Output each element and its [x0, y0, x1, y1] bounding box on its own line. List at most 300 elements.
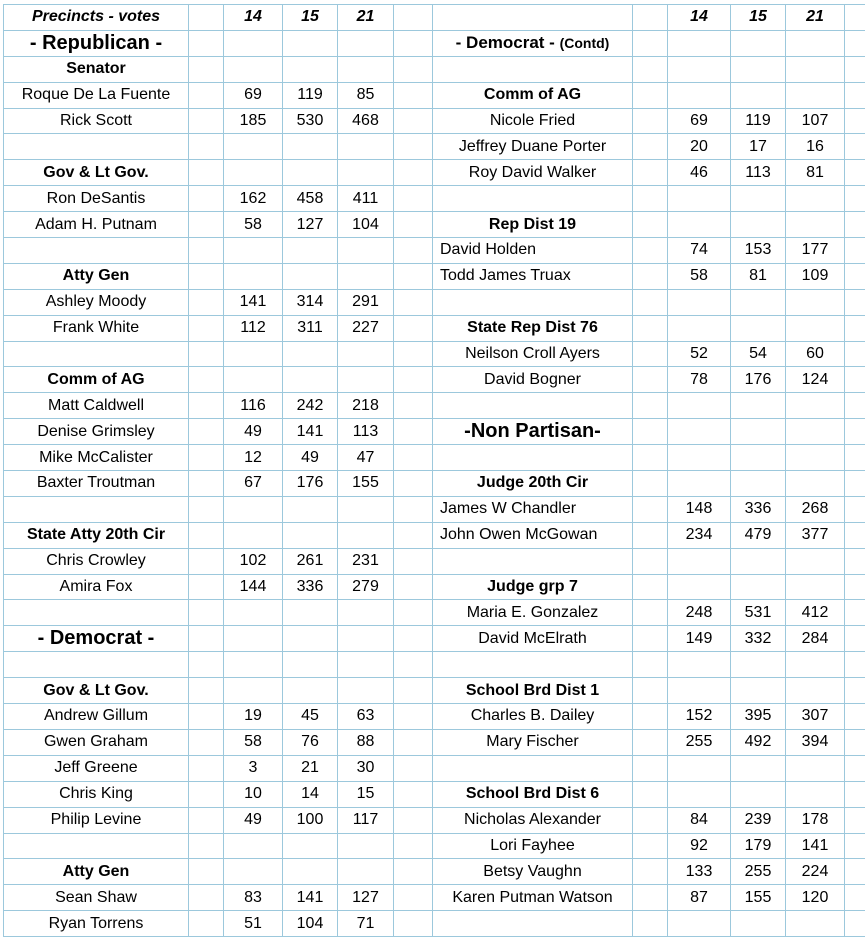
- edge-cell: [845, 807, 865, 833]
- candidate-name-cell: Betsy Vaughn: [433, 859, 633, 885]
- empty-cell: [224, 367, 283, 393]
- spacer-cell: [633, 574, 668, 600]
- table-row: [4, 704, 865, 730]
- spacer-cell: [633, 548, 668, 574]
- vote-count-cell: 239: [731, 807, 786, 833]
- table-row: [4, 911, 865, 937]
- empty-cell: [433, 652, 633, 678]
- separator-cell: [394, 315, 433, 341]
- vote-count-cell: 468: [338, 108, 394, 134]
- empty-cell: [338, 626, 394, 652]
- spacer-cell: [633, 56, 668, 82]
- party-header-subtext: (Contd): [560, 35, 610, 51]
- empty-cell: [283, 134, 338, 160]
- vote-count-cell: 63: [338, 704, 394, 730]
- vote-count-cell: 15: [283, 5, 338, 31]
- candidate-name-cell: Jeff Greene: [4, 755, 189, 781]
- vote-count-cell: 15: [338, 781, 394, 807]
- empty-cell: [338, 859, 394, 885]
- grid-body: [4, 5, 865, 937]
- empty-cell: [786, 548, 845, 574]
- section-header-cell: Judge 20th Cir: [433, 471, 633, 497]
- table-row: [4, 289, 865, 315]
- spacer-cell: [633, 600, 668, 626]
- section-header-cell: State Atty 20th Cir: [4, 522, 189, 548]
- spacer-cell: [633, 704, 668, 730]
- empty-cell: [283, 859, 338, 885]
- spacer-cell: [189, 238, 224, 264]
- vote-count-cell: 141: [283, 885, 338, 911]
- vote-count-cell: 162: [224, 186, 283, 212]
- spacer-cell: [189, 134, 224, 160]
- empty-cell: [433, 755, 633, 781]
- edge-cell: [845, 652, 865, 678]
- table-row: [4, 574, 865, 600]
- section-header-cell: Senator: [4, 56, 189, 82]
- candidate-name-cell: David McElrath: [433, 626, 633, 652]
- empty-cell: [338, 238, 394, 264]
- table-row: [4, 263, 865, 289]
- spacer-cell: [189, 160, 224, 186]
- empty-cell: [786, 186, 845, 212]
- edge-cell: [845, 704, 865, 730]
- empty-cell: [433, 548, 633, 574]
- separator-cell: [394, 212, 433, 238]
- empty-cell: [731, 911, 786, 937]
- candidate-name-cell: Ryan Torrens: [4, 911, 189, 937]
- edge-cell: [845, 781, 865, 807]
- spacer-cell: [189, 56, 224, 82]
- vote-count-cell: 336: [283, 574, 338, 600]
- vote-count-cell: 14: [283, 781, 338, 807]
- empty-cell: [224, 496, 283, 522]
- vote-count-cell: 107: [786, 108, 845, 134]
- vote-count-cell: 311: [283, 315, 338, 341]
- vote-count-cell: 176: [731, 367, 786, 393]
- separator-cell: [394, 367, 433, 393]
- spacer-cell: [189, 186, 224, 212]
- vote-count-cell: 16: [786, 134, 845, 160]
- spacer-cell: [189, 367, 224, 393]
- empty-cell: [786, 82, 845, 108]
- candidate-name-cell: Roy David Walker: [433, 160, 633, 186]
- vote-count-cell: 148: [668, 496, 731, 522]
- edge-cell: [845, 419, 865, 445]
- spacer-cell: [189, 704, 224, 730]
- table-row: [4, 393, 865, 419]
- vote-count-cell: 127: [283, 212, 338, 238]
- vote-count-cell: 14: [668, 5, 731, 31]
- empty-cell: [731, 289, 786, 315]
- edge-cell: [845, 885, 865, 911]
- spacer-cell: [633, 652, 668, 678]
- candidate-name-cell: David Bogner: [433, 367, 633, 393]
- edge-cell: [845, 755, 865, 781]
- empty-cell: [786, 30, 845, 56]
- empty-cell: [224, 341, 283, 367]
- candidate-name-cell: James W Chandler: [433, 496, 633, 522]
- vote-count-cell: 49: [283, 445, 338, 471]
- table-row: [4, 238, 865, 264]
- vote-count-cell: 120: [786, 885, 845, 911]
- spacer-cell: [633, 807, 668, 833]
- empty-cell: [338, 496, 394, 522]
- table-row: [4, 729, 865, 755]
- table-row: [4, 315, 865, 341]
- spacer-cell: [633, 885, 668, 911]
- spacer-cell: [189, 471, 224, 497]
- vote-count-cell: 85: [338, 82, 394, 108]
- table-row: [4, 30, 865, 56]
- empty-cell: [283, 678, 338, 704]
- separator-cell: [394, 548, 433, 574]
- vote-count-cell: 21: [338, 5, 394, 31]
- vote-count-cell: 144: [224, 574, 283, 600]
- empty-cell: [786, 652, 845, 678]
- vote-count-cell: 155: [731, 885, 786, 911]
- vote-count-cell: 133: [668, 859, 731, 885]
- column-header-cell: Precincts - votes: [4, 5, 189, 31]
- empty-cell: [731, 548, 786, 574]
- empty-cell: [731, 393, 786, 419]
- vote-count-cell: 411: [338, 186, 394, 212]
- empty-cell: [668, 574, 731, 600]
- vote-count-cell: 51: [224, 911, 283, 937]
- table-row: [4, 781, 865, 807]
- spacer-cell: [633, 496, 668, 522]
- empty-cell: [338, 341, 394, 367]
- empty-cell: [283, 496, 338, 522]
- empty-cell: [786, 315, 845, 341]
- edge-cell: [845, 82, 865, 108]
- empty-cell: [4, 652, 189, 678]
- separator-cell: [394, 56, 433, 82]
- edge-cell: [845, 600, 865, 626]
- spacer-cell: [633, 522, 668, 548]
- empty-cell: [338, 522, 394, 548]
- vote-count-cell: 179: [731, 833, 786, 859]
- edge-cell: [845, 445, 865, 471]
- vote-count-cell: 78: [668, 367, 731, 393]
- empty-cell: [731, 56, 786, 82]
- separator-cell: [394, 263, 433, 289]
- empty-cell: [668, 445, 731, 471]
- table-row: [4, 212, 865, 238]
- section-header-cell: Gov & Lt Gov.: [4, 678, 189, 704]
- spacer-cell: [189, 30, 224, 56]
- vote-count-cell: 227: [338, 315, 394, 341]
- separator-cell: [394, 600, 433, 626]
- vote-count-cell: 100: [283, 807, 338, 833]
- vote-count-cell: 71: [338, 911, 394, 937]
- empty-cell: [4, 600, 189, 626]
- empty-cell: [283, 56, 338, 82]
- candidate-name-cell: Matt Caldwell: [4, 393, 189, 419]
- candidate-name-cell: Karen Putman Watson: [433, 885, 633, 911]
- edge-cell: [845, 108, 865, 134]
- vote-count-cell: 255: [731, 859, 786, 885]
- vote-count-cell: 268: [786, 496, 845, 522]
- edge-cell: [845, 522, 865, 548]
- empty-cell: [338, 134, 394, 160]
- vote-count-cell: 117: [338, 807, 394, 833]
- candidate-name-cell: Amira Fox: [4, 574, 189, 600]
- vote-count-cell: 255: [668, 729, 731, 755]
- empty-cell: [224, 522, 283, 548]
- empty-cell: [224, 678, 283, 704]
- vote-count-cell: 58: [224, 212, 283, 238]
- spacer-cell: [189, 522, 224, 548]
- table-row: [4, 160, 865, 186]
- table-row: [4, 419, 865, 445]
- vote-count-cell: 155: [338, 471, 394, 497]
- vote-count-cell: 19: [224, 704, 283, 730]
- table-row: [4, 548, 865, 574]
- vote-count-cell: 46: [668, 160, 731, 186]
- separator-cell: [394, 859, 433, 885]
- vote-count-cell: 21: [786, 5, 845, 31]
- empty-cell: [283, 600, 338, 626]
- separator-cell: [394, 833, 433, 859]
- table-row: [4, 445, 865, 471]
- empty-cell: [224, 652, 283, 678]
- spacer-cell: [189, 781, 224, 807]
- spacer-cell: [633, 678, 668, 704]
- vote-count-cell: 284: [786, 626, 845, 652]
- spacer-cell: [633, 30, 668, 56]
- table-row: [4, 367, 865, 393]
- empty-cell: [338, 833, 394, 859]
- spacer-cell: [633, 859, 668, 885]
- separator-cell: [394, 807, 433, 833]
- column-header-cell: [433, 5, 633, 31]
- vote-count-cell: 248: [668, 600, 731, 626]
- separator-cell: [394, 496, 433, 522]
- candidate-name-cell: Mary Fischer: [433, 729, 633, 755]
- vote-count-cell: 531: [731, 600, 786, 626]
- separator-cell: [394, 186, 433, 212]
- section-header-cell: Comm of AG: [4, 367, 189, 393]
- vote-count-cell: 109: [786, 263, 845, 289]
- spacer-cell: [633, 419, 668, 445]
- empty-cell: [4, 496, 189, 522]
- spacer-cell: [633, 729, 668, 755]
- section-header-cell: Atty Gen: [4, 263, 189, 289]
- spacer-cell: [189, 600, 224, 626]
- vote-count-cell: 412: [786, 600, 845, 626]
- section-header-cell: Judge grp 7: [433, 574, 633, 600]
- table-row: [4, 522, 865, 548]
- vote-count-cell: 153: [731, 238, 786, 264]
- candidate-name-cell: Chris Crowley: [4, 548, 189, 574]
- table-row: [4, 5, 865, 31]
- vote-count-cell: 377: [786, 522, 845, 548]
- empty-cell: [731, 212, 786, 238]
- vote-count-cell: 15: [731, 5, 786, 31]
- candidate-name-cell: Gwen Graham: [4, 729, 189, 755]
- candidate-name-cell: Jeffrey Duane Porter: [433, 134, 633, 160]
- empty-cell: [668, 82, 731, 108]
- vote-count-cell: 102: [224, 548, 283, 574]
- edge-cell: [845, 911, 865, 937]
- spacer-cell: [633, 289, 668, 315]
- spacer-cell: [189, 833, 224, 859]
- edge-cell: [845, 471, 865, 497]
- empty-cell: [668, 56, 731, 82]
- empty-cell: [786, 911, 845, 937]
- spacer-cell: [189, 755, 224, 781]
- empty-cell: [786, 755, 845, 781]
- vote-count-cell: 231: [338, 548, 394, 574]
- spacer-cell: [633, 755, 668, 781]
- separator-cell: [394, 341, 433, 367]
- empty-cell: [4, 134, 189, 160]
- section-header-cell: Gov & Lt Gov.: [4, 160, 189, 186]
- spacer-cell: [189, 678, 224, 704]
- table-row: [4, 755, 865, 781]
- spacer-cell: [633, 108, 668, 134]
- vote-count-cell: 394: [786, 729, 845, 755]
- vote-count-cell: 20: [668, 134, 731, 160]
- spacer-cell: [633, 315, 668, 341]
- edge-cell: [845, 574, 865, 600]
- empty-cell: [433, 911, 633, 937]
- vote-count-cell: 178: [786, 807, 845, 833]
- edge-cell: [845, 548, 865, 574]
- edge-cell: [845, 393, 865, 419]
- vote-count-cell: 92: [668, 833, 731, 859]
- edge-cell: [845, 367, 865, 393]
- vote-count-cell: 12: [224, 445, 283, 471]
- candidate-name-cell: John Owen McGowan: [433, 522, 633, 548]
- spacer-cell: [633, 134, 668, 160]
- section-header-cell: Rep Dist 19: [433, 212, 633, 238]
- empty-cell: [786, 678, 845, 704]
- empty-cell: [731, 574, 786, 600]
- table-row: [4, 341, 865, 367]
- empty-cell: [4, 238, 189, 264]
- spacer-cell: [189, 82, 224, 108]
- candidate-name-cell: Ron DeSantis: [4, 186, 189, 212]
- table-row: [4, 885, 865, 911]
- section-header-cell: State Rep Dist 76: [433, 315, 633, 341]
- spacer-cell: [189, 626, 224, 652]
- vote-count-cell: 81: [731, 263, 786, 289]
- edge-cell: [845, 341, 865, 367]
- spacer-cell: [633, 186, 668, 212]
- separator-cell: [394, 5, 433, 31]
- candidate-name-cell: David Holden: [433, 238, 633, 264]
- table-row: [4, 496, 865, 522]
- empty-cell: [283, 30, 338, 56]
- candidate-name-cell: Rick Scott: [4, 108, 189, 134]
- vote-count-cell: 58: [224, 729, 283, 755]
- empty-cell: [731, 471, 786, 497]
- edge-cell: [845, 186, 865, 212]
- spacer-cell: [189, 393, 224, 419]
- empty-cell: [283, 160, 338, 186]
- separator-cell: [394, 471, 433, 497]
- edge-cell: [845, 263, 865, 289]
- empty-cell: [786, 471, 845, 497]
- vote-count-cell: 242: [283, 393, 338, 419]
- vote-count-cell: 124: [786, 367, 845, 393]
- candidate-name-cell: Ashley Moody: [4, 289, 189, 315]
- empty-cell: [224, 134, 283, 160]
- candidate-name-cell: Frank White: [4, 315, 189, 341]
- spacer-cell: [633, 367, 668, 393]
- edge-cell: [845, 56, 865, 82]
- table-row: [4, 186, 865, 212]
- vote-count-cell: 84: [668, 807, 731, 833]
- empty-cell: [731, 445, 786, 471]
- empty-cell: [224, 56, 283, 82]
- empty-cell: [786, 289, 845, 315]
- separator-cell: [394, 419, 433, 445]
- edge-cell: [845, 729, 865, 755]
- vote-count-cell: 224: [786, 859, 845, 885]
- vote-count-cell: 119: [283, 82, 338, 108]
- spacer-cell: [189, 729, 224, 755]
- candidate-name-cell: Maria E. Gonzalez: [433, 600, 633, 626]
- vote-count-cell: 104: [283, 911, 338, 937]
- vote-count-cell: 113: [731, 160, 786, 186]
- vote-count-cell: 81: [786, 160, 845, 186]
- empty-cell: [338, 600, 394, 626]
- spacer-cell: [189, 445, 224, 471]
- vote-count-cell: 185: [224, 108, 283, 134]
- vote-count-cell: 58: [668, 263, 731, 289]
- vote-count-cell: 458: [283, 186, 338, 212]
- separator-cell: [394, 885, 433, 911]
- vote-count-cell: 17: [731, 134, 786, 160]
- empty-cell: [224, 160, 283, 186]
- vote-count-cell: 60: [786, 341, 845, 367]
- spacer-cell: [189, 574, 224, 600]
- vote-count-cell: 234: [668, 522, 731, 548]
- candidate-name-cell: Mike McCalister: [4, 445, 189, 471]
- candidate-name-cell: Nicholas Alexander: [433, 807, 633, 833]
- spacer-cell: [189, 911, 224, 937]
- candidate-name-cell: Chris King: [4, 781, 189, 807]
- vote-count-cell: 152: [668, 704, 731, 730]
- separator-cell: [394, 238, 433, 264]
- empty-cell: [433, 289, 633, 315]
- table-row: [4, 859, 865, 885]
- edge-cell: [845, 5, 865, 31]
- separator-cell: [394, 911, 433, 937]
- vote-count-cell: 14: [224, 5, 283, 31]
- vote-count-cell: 116: [224, 393, 283, 419]
- edge-cell: [845, 833, 865, 859]
- vote-count-cell: 69: [224, 82, 283, 108]
- spacer-cell: [189, 212, 224, 238]
- vote-count-cell: 49: [224, 419, 283, 445]
- empty-cell: [786, 445, 845, 471]
- empty-cell: [4, 833, 189, 859]
- empty-cell: [668, 419, 731, 445]
- spacer-cell: [189, 807, 224, 833]
- spacer-cell: [633, 833, 668, 859]
- empty-cell: [668, 678, 731, 704]
- spacer-cell: [633, 238, 668, 264]
- candidate-name-cell: Nicole Fried: [433, 108, 633, 134]
- spacer-cell: [633, 263, 668, 289]
- edge-cell: [845, 496, 865, 522]
- edge-cell: [845, 160, 865, 186]
- spacer-cell: [633, 445, 668, 471]
- empty-cell: [283, 263, 338, 289]
